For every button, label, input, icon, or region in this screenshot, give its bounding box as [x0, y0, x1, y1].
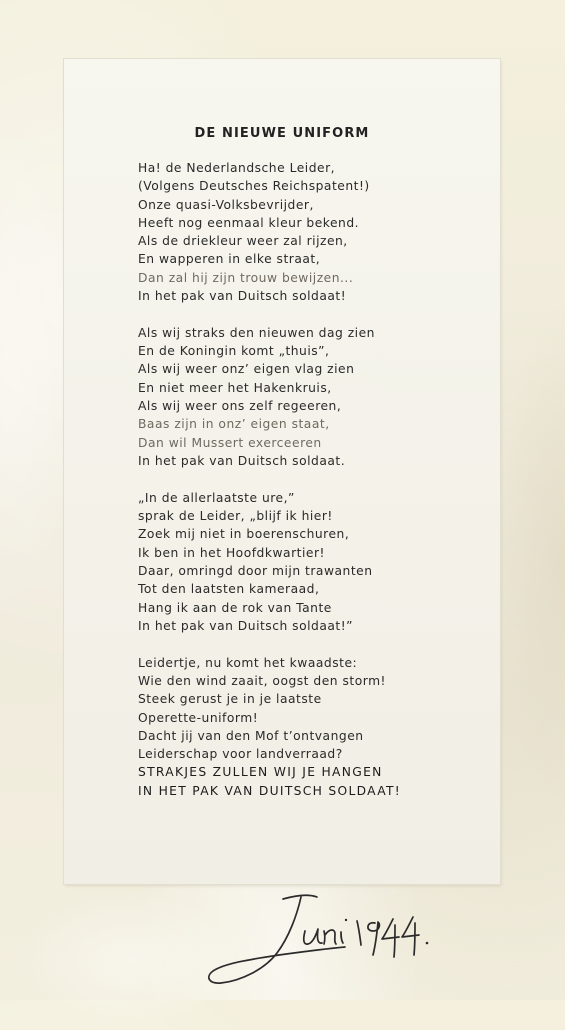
poem-line: Als wij weer ons zelf regeeren, — [138, 399, 342, 414]
poem-line: Baas zijn in onz’ eigen staat, — [138, 417, 330, 432]
poem-line: Zoek mij niet in boerenschuren, — [138, 527, 350, 542]
poem-line: Leidertje, nu komt het kwaadste: — [138, 655, 358, 670]
poem-body — [138, 159, 401, 800]
stanza — [138, 654, 401, 800]
poem-line: Hang ik aan de rok van Tante — [138, 600, 332, 615]
stanza — [138, 489, 401, 635]
poem-line: Steek gerust je in je laatste — [138, 692, 322, 707]
poem-line: Wie den wind zaait, oogst den storm! — [138, 673, 386, 688]
poem-line: In het pak van Duitsch soldaat! — [138, 289, 347, 304]
document-sheet — [64, 59, 500, 884]
poem-line: Leiderschap voor landverraad? — [138, 747, 343, 762]
poem-line: Als wij straks den nieuwen dag zien — [138, 325, 375, 340]
poem-line: Ik ben in het Hoofdkwartier! — [138, 545, 325, 560]
poem-line: (Volgens Deutsches Reichspatent!) — [138, 179, 370, 194]
stanza — [138, 159, 401, 305]
poem-line: IN HET PAK VAN DUITSCH SOLDAAT! — [138, 783, 402, 798]
stanza — [138, 324, 401, 470]
poem-line: In het pak van Duitsch soldaat. — [138, 453, 346, 468]
poem-line: Operette-uniform! — [138, 710, 259, 725]
poem-line: Dan zal hij zijn trouw bewijzen... — [138, 270, 354, 285]
poem-line: En niet meer het Hakenkruis, — [138, 380, 332, 395]
poem-line: STRAKJES ZULLEN WIJ JE HANGEN — [138, 765, 383, 780]
poem-line: Daar, omringd door mijn trawanten — [138, 563, 373, 578]
poem-line: Als de driekleur weer zal rijzen, — [138, 234, 348, 249]
stanza-gap — [138, 635, 401, 654]
poem-line: sprak de Leider, „blijf ik hier! — [138, 509, 333, 524]
poem-title: DE NIEUWE UNIFORM — [194, 126, 370, 141]
poem-line: Onze quasi-Volksbevrijder, — [138, 197, 314, 212]
poem-line: Dan wil Mussert exerceeren — [138, 435, 322, 450]
stanza-gap — [138, 305, 401, 324]
poem-line: En de Koningin komt „thuis”, — [138, 344, 330, 359]
stanza-gap — [138, 470, 401, 489]
mount-wrinkle — [500, 300, 565, 820]
poem-line: En wapperen in elke straat, — [138, 252, 321, 267]
poem-line: Dacht jij van den Mof t’ontvangen — [138, 728, 364, 743]
poem-line: Heeft nog eenmaal kleur bekend. — [138, 215, 360, 230]
poem-line: Tot den laatsten kameraad, — [138, 582, 320, 597]
handwritten-date-signature — [205, 885, 445, 990]
poem-line: Als wij weer onz’ eigen vlag zien — [138, 362, 355, 377]
poem-line: Ha! de Nederlandsche Leider, — [138, 161, 336, 175]
poem-line: In het pak van Duitsch soldaat!” — [138, 618, 354, 633]
poem-line: „In de allerlaatste ure,” — [138, 490, 295, 505]
